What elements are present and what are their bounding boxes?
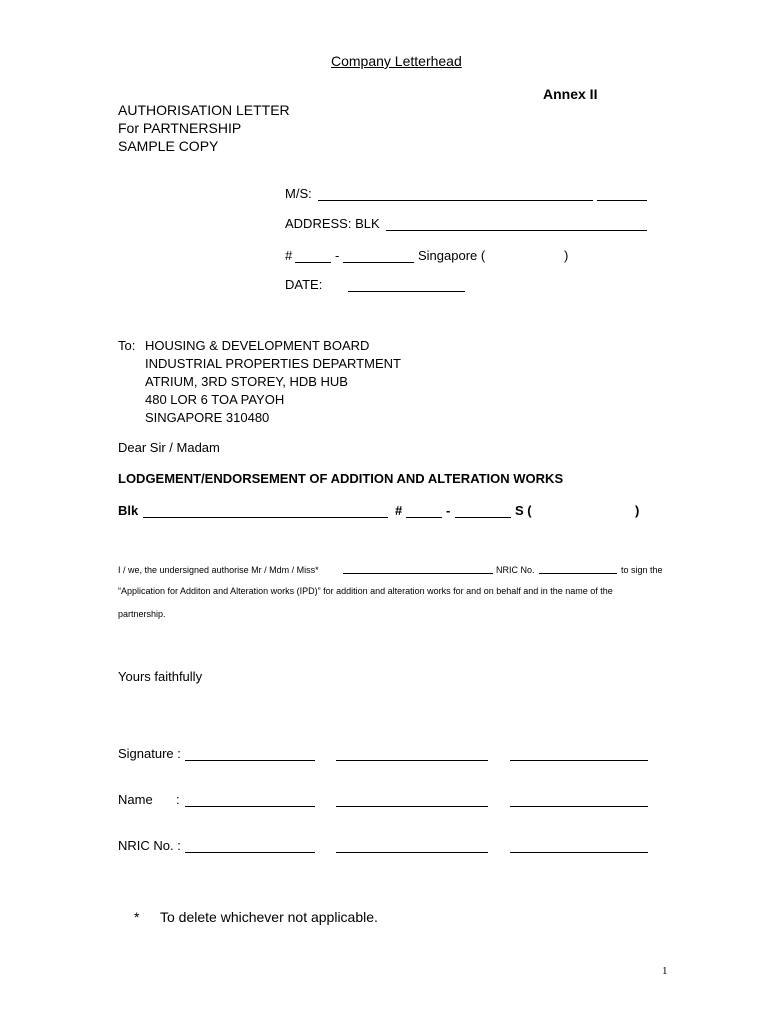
body-line-3: partnership. [118, 609, 166, 619]
blk-floor-field[interactable] [406, 517, 442, 518]
recipient-line-4: 480 LOR 6 TOA PAYOH [145, 392, 285, 407]
date-field[interactable] [348, 291, 465, 292]
page-number: 1 [662, 965, 668, 977]
nric-field-2[interactable] [336, 852, 488, 853]
blk-dash: - [446, 503, 451, 518]
footnote-star: * [134, 909, 140, 925]
signature-field-3[interactable] [510, 760, 648, 761]
name-label: Name [118, 792, 153, 807]
unit-floor-field[interactable] [295, 262, 331, 263]
address-label: ADDRESS: BLK [285, 216, 380, 231]
name-field-1[interactable] [185, 806, 315, 807]
name-colon: : [176, 792, 180, 807]
recipient-address [145, 337, 401, 427]
to-label: To: [118, 338, 136, 353]
blk-s-label: S ( [515, 503, 532, 518]
salutation: Dear Sir / Madam [118, 440, 220, 455]
body-authorise-text: I / we, the undersigned authorise Mr / Mdm / Miss* [118, 565, 319, 575]
unit-dash: - [335, 248, 340, 263]
recipient-line-1: HOUSING & DEVELOPMENT BOARD [145, 338, 370, 353]
title-line-1: AUTHORISATION LETTER [118, 102, 290, 118]
closing: Yours faithfully [118, 669, 203, 684]
subject-line: LODGEMENT/ENDORSEMENT OF ADDITION AND ALTERATION WORKS [118, 471, 564, 486]
letterhead-title: Company Letterhead [331, 53, 462, 69]
recipient-line-2: INDUSTRIAL PROPERTIES DEPARTMENT [145, 356, 401, 371]
footnote-text: To delete whichever not applicable. [160, 909, 378, 925]
blk-unit-field[interactable] [455, 517, 511, 518]
authorised-nric-field[interactable] [539, 573, 617, 574]
title-block [118, 101, 290, 155]
date-label: DATE: [285, 277, 323, 292]
recipient-line-3: ATRIUM, 3RD STOREY, HDB HUB [145, 374, 348, 389]
ms-field-extra[interactable] [597, 200, 647, 201]
ms-field[interactable] [318, 200, 593, 201]
singapore-close: ) [564, 248, 569, 263]
name-field-2[interactable] [336, 806, 488, 807]
blk-field[interactable] [143, 517, 388, 518]
address-field[interactable] [386, 230, 647, 231]
nric-field-1[interactable] [185, 852, 315, 853]
unit-number-field[interactable] [343, 262, 414, 263]
singapore-label: Singapore ( [418, 248, 486, 263]
signature-field-1[interactable] [185, 760, 315, 761]
nric-field-3[interactable] [510, 852, 648, 853]
authorised-person-field[interactable] [343, 573, 493, 574]
nric-label: NRIC No. : [118, 838, 181, 853]
ms-label: M/S: [285, 186, 312, 201]
blk-hash: # [395, 503, 403, 518]
signature-label: Signature : [118, 746, 181, 761]
recipient-line-5: SINGAPORE 310480 [145, 410, 270, 425]
unit-hash: # [285, 248, 293, 263]
body-line-2: “Application for Additon and Alteration works (IPD)” for addition and alteration works for and on behalf and in the name of the [118, 586, 613, 596]
title-line-2: For PARTNERSHIP [118, 120, 242, 136]
title-line-3: SAMPLE COPY [118, 138, 219, 154]
blk-label: Blk [118, 503, 139, 518]
body-to-sign: to sign the [621, 565, 663, 575]
body-nric-label: NRIC No. [496, 565, 535, 575]
name-field-3[interactable] [510, 806, 648, 807]
blk-close: ) [635, 503, 640, 518]
signature-field-2[interactable] [336, 760, 488, 761]
annex-label: Annex II [543, 86, 598, 102]
